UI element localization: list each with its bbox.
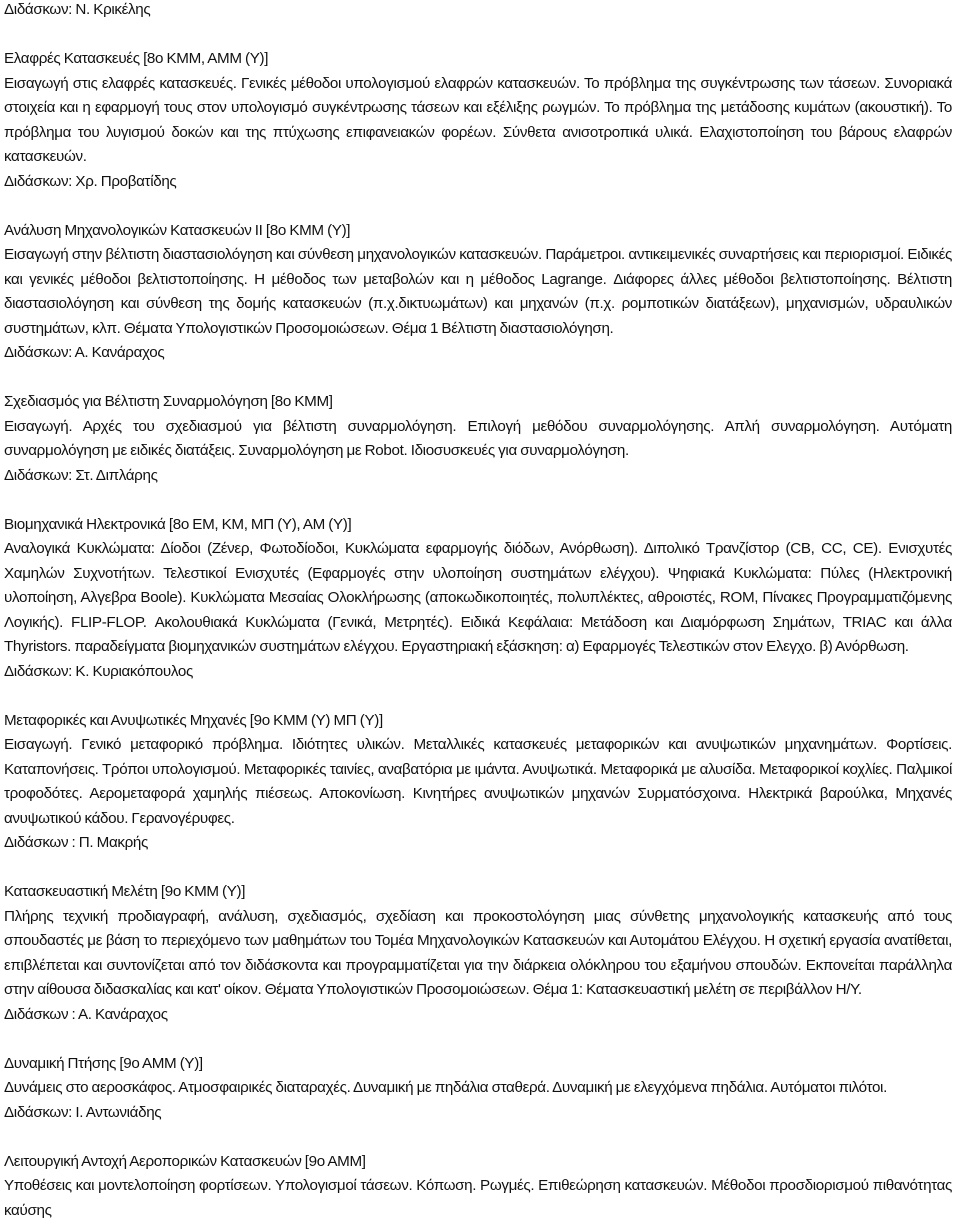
course-title: Μεταφορικές και Ανυψωτικές Μηχανές [9ο ΚΜΜ (Υ) ΜΠ (Υ)] xyxy=(4,709,952,734)
course-description: Αναλογικά Κυκλώματα: Δίοδοι (Ζένερ, Φωτοδίοδοι, Κυκλώματα εφαρμογής διόδων, Ανόρθωση). Διπολικό Τρανζίστορ (CB, CC, CE). Ενισχυτές Χαμηλών Συχνοτήτων. Τελεστικοί Ενισχυτές (Εφαρμογές στην υλοποίηση συστημάτων ελέγχου). Ψηφιακά Κυκλώματα: Πύλες (Ηλεκτρονική υλοποίηση, Αλγεβρα Boole). Κυκλώματα Μεσαίας Ολοκλήρωσης (αποκωδικοποιητές, πολυπλέκτες, αθροιστές, ROM, Πίνακες Προγραμματιζόμενης Λογικής). FLIP-FLOP. Ακολουθιακά Κυκλώματα (Γενικά, Μετρητές). Ειδικά Κεφάλαια: Μετάδοση και Διαμόρφωση Σημάτων, TRIAC και άλλα Thyristors. παραδείγματα βιομηχανικών συστημάτων ελέγχου. Εργαστηριακή εξάσκηση: α) Εφαρμογές Τελεστικών στον Ελεγχο. β) Ανόρθωση. xyxy=(4,537,952,660)
course-design-for-assembly xyxy=(4,390,952,488)
course-description: Υποθέσεις και μοντελοποίηση φορτίσεων. Υπολογισμοί τάσεων. Κόπωση. Ρωγμές. Επιθεώρηση κατασκευών. Μέθοδοι προσδιορισμού πιθανότητας καύσης xyxy=(4,1174,952,1223)
course-flight-dynamics xyxy=(4,1052,952,1126)
course-mechanical-structures-analysis-2 xyxy=(4,219,952,366)
course-construction-study xyxy=(4,880,952,1027)
course-lightweight-structures xyxy=(4,47,952,194)
course-industrial-electronics xyxy=(4,513,952,685)
course-description: Εισαγωγή στις ελαφρές κατασκευές. Γενικές μέθοδοι υπολογισμού ελαφρών κατασκευών. Το πρόβλημα της συγκέντρωσης των τάσεων. Συνοριακά στοιχεία και η εφαρμογή τους στον υπολογισμό συγκέντρωσης τάσεων και εξέλιξης ρωγμών. Το πρόβλημα της μετάδοσης κυμάτων (ακουστική). Το πρόβλημα του λυγισμού δοκών και της πτύχωσης επιφανειακών φορέων. Σύνθετα ανισοτροπικά υλικά. Ελαχιστοποίηση του βάρους ελαφρών κατασκευών. xyxy=(4,72,952,170)
course-instructor: Διδάσκων : Α. Κανάραχος xyxy=(4,1003,952,1028)
course-title: Σχεδιασμός για Βέλτιστη Συναρμολόγηση [8ο ΚΜΜ] xyxy=(4,390,952,415)
course-description: Εισαγωγή. Γενικό μεταφορικό πρόβλημα. Ιδιότητες υλικών. Μεταλλικές κατασκευές μεταφορικών και ανυψωτικών μηχανημάτων. Φορτίσεις. Καταπονήσεις. Τρόποι υπολογισμού. Μεταφορικές ταινίες, αναβατόρια με ιμάντα. Ανυψωτικά. Μεταφορικά με αλυσίδα. Μεταφορικοί κοχλίες. Παλμικοί τροφοδότες. Αερομεταφορά χαμηλής πιέσεως. Αποκονίωση. Κινητήρες ανυψωτικών μηχανών Συρματόσχοινα. Ηλεκτρικά βαρούλκα, Μηχανές ανυψωτικού κάδου. Γερανογέρυφες. xyxy=(4,733,952,831)
course-title: Ελαφρές Κατασκευές [8ο ΚΜΜ, ΑΜΜ (Υ)] xyxy=(4,47,952,72)
course-instructor: Διδάσκων: Ι. Αντωνιάδης xyxy=(4,1101,952,1126)
course-title: Κατασκευαστική Μελέτη [9ο ΚΜΜ (Υ)] xyxy=(4,880,952,905)
course-title: Ανάλυση Μηχανολογικών Κατασκευών ΙΙ [8ο ΚΜΜ (Υ)] xyxy=(4,219,952,244)
course-description: Εισαγωγή. Αρχές του σχεδιασμού για βέλτιστη συναρμολόγηση. Επιλογή μεθόδου συναρμολόγησης. Απλή συναρμολόγηση. Αυτόματη συναρμολόγηση με ειδικές διατάξεις. Συναρμολόγηση με Robot. Ιδιοσυσκευές για συναρμολόγηση. xyxy=(4,415,952,464)
course-instructor: Διδάσκων: Α. Κανάραχος xyxy=(4,341,952,366)
previous-instructor: Διδάσκων: Ν. Κρικέλης xyxy=(4,0,952,23)
course-instructor: Διδάσκων: Κ. Κυριακόπουλος xyxy=(4,660,952,685)
course-instructor: Διδάσκων: Στ. Διπλάρης xyxy=(4,464,952,489)
course-instructor: Διδάσκων : Π. Μακρής xyxy=(4,831,952,856)
course-title: Δυναμική Πτήσης [9ο ΑΜΜ (Υ)] xyxy=(4,1052,952,1077)
course-description: Εισαγωγή στην βέλτιστη διαστασιολόγηση και σύνθεση μηχανολογικών κατασκευών. Παράμετροι. αντικειμενικές συναρτήσεις και περιορισμοί. Ειδικές και γενικές μέθοδοι βελτιστοποίησης. Η μέθοδος των μεταβολών και η μέθοδος Lagrange. Διάφορες άλλες μέθοδοι βελτιστοποίησης. Βέλτιστη διαστασιολόγηση και σύνθεση της δομής κατασκευών (π.χ.δικτυωμάτων) και μηχανών (π.χ. ρομποτικών διατάξεων), μηχανισμών, υδραυλικών συστημάτων, κλπ. Θέματα Υπολογιστικών Προσομοιώσεων. Θέμα 1 Βέλτιστη διαστασιολόγηση. xyxy=(4,243,952,341)
course-title: Βιομηχανικά Ηλεκτρονικά [8ο ΕΜ, ΚΜ, ΜΠ (Υ), ΑΜ (Υ)] xyxy=(4,513,952,538)
course-title: Λειτουργική Αντοχή Αεροπορικών Κατασκευών [9ο ΑΜΜ] xyxy=(4,1150,952,1175)
course-description: Δυνάμεις στο αεροσκάφος. Ατμοσφαιρικές διαταραχές. Δυναμική με πηδάλια σταθερά. Δυναμική με ελεγχόμενα πηδάλια. Αυτόματοι πιλότοι. xyxy=(4,1076,952,1101)
course-conveying-lifting-machines xyxy=(4,709,952,856)
course-instructor: Διδάσκων: Χρ. Προβατίδης xyxy=(4,170,952,195)
course-description: Πλήρης τεχνική προδιαγραφή, ανάλυση, σχεδιασμός, σχεδίαση και προκοστολόγηση μιας σύνθετης μηχανολογικής κατασκευής από τους σπουδαστές με βάση το περιεχόμενο των μαθημάτων του Τομέα Μηχανολογικών Κατασκευών και Αυτομάτου Ελέγχου. Η σχετική εργασία ανατίθεται, επιβλέπεται και συντονίζεται από τον διδάσκοντα και προγραμματίζεται για την διάρκεια ολόκληρου του εξαμήνου σπουδών. Εκπονείται παράλληλα στην αίθουσα διδασκαλίας και κατ' οίκον. Θέματα Υπολογιστικών Προσομοιώσεων. Θέμα 1: Κατασκευαστική μελέτη σε περιβάλλον Η/Υ. xyxy=(4,905,952,1003)
course-aircraft-structures-durability xyxy=(4,1150,952,1223)
